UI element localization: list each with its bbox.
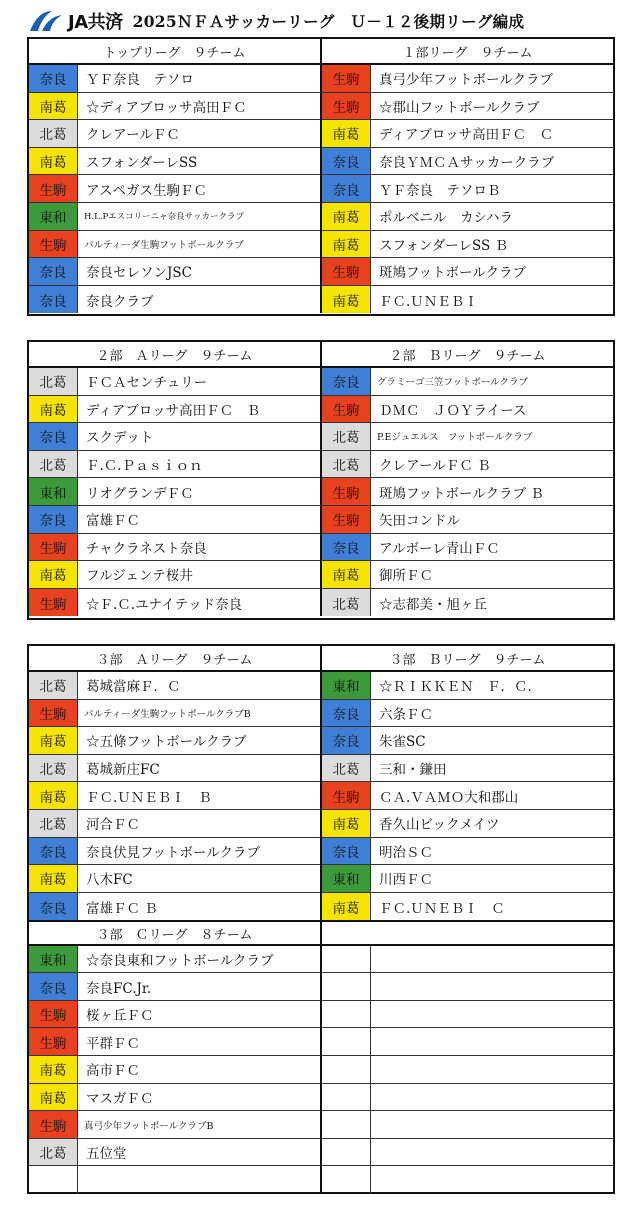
third-a-league-list [29, 672, 320, 920]
team-row [29, 258, 320, 286]
area-badge: 北葛 [322, 451, 371, 478]
team-row [29, 286, 320, 314]
team-row [29, 368, 320, 396]
area-badge: 奈良 [322, 175, 371, 202]
team-name: 奈良伏見フットボールクラブ [86, 844, 261, 861]
team-row [29, 1166, 320, 1194]
area-badge: 北葛 [29, 810, 78, 837]
team-name [78, 1166, 320, 1194]
area-badge: 生駒 [322, 396, 371, 423]
team-row [29, 175, 320, 203]
second-b-league-title: ２部 Ｂリーグ ９チーム [389, 348, 546, 364]
area-badge: 生駒 [29, 1001, 78, 1028]
team-row [29, 782, 320, 810]
third-b-league-list [322, 672, 613, 920]
area-badge: 奈良 [29, 423, 78, 450]
second-a-league-list [29, 368, 322, 616]
empty-badge-cell [322, 1001, 371, 1028]
team-name: アルボーレ青山ＦＣ [379, 540, 500, 557]
team-name: 五位堂 [86, 1146, 127, 1163]
team-row [29, 727, 320, 755]
team-row [29, 946, 320, 974]
area-badge: 北葛 [29, 368, 78, 395]
area-badge: 生駒 [29, 1111, 78, 1138]
team-name: 真弓少年フットボールクラブ [379, 72, 554, 89]
first-league-list [322, 65, 613, 313]
empty-row [322, 1139, 613, 1167]
empty-rows [322, 946, 613, 1194]
area-badge: 奈良 [29, 838, 78, 865]
second-b-league-list [322, 368, 613, 616]
team-row [322, 120, 613, 148]
team-row [322, 451, 613, 479]
area-badge: 北葛 [29, 755, 78, 782]
team-row [29, 148, 320, 176]
area-badge: 南葛 [29, 782, 78, 809]
team-row [29, 120, 320, 148]
team-name: 御所ＦＣ [379, 568, 433, 585]
team-row [322, 258, 613, 286]
area-badge: 南葛 [322, 203, 371, 230]
empty-team-cell [371, 973, 613, 1000]
area-badge: 生駒 [29, 534, 78, 561]
team-row [322, 782, 613, 810]
empty-team-cell [371, 1001, 613, 1028]
team-name: 奈良クラブ [86, 293, 154, 310]
empty-row [322, 1056, 613, 1084]
team-name: ☆五條フットボールクラブ [86, 734, 247, 751]
area-badge: 生駒 [322, 258, 371, 285]
team-name: ＹＦ奈良 テソロＢ [379, 182, 501, 199]
empty-team-cell [371, 1166, 613, 1194]
first-league-title: １部リーグ ９チーム [402, 45, 533, 61]
team-row [29, 700, 320, 728]
area-badge: 生駒 [322, 506, 371, 533]
team-name: パルティーダ生駒フットボールクラブB [84, 708, 251, 720]
team-name: 斑鳩フットボールクラブ [379, 265, 527, 282]
team-row [29, 973, 320, 1001]
team-row [29, 810, 320, 838]
empty-badge-cell [322, 946, 371, 973]
area-badge: 生駒 [29, 231, 78, 258]
team-name: スクデット [86, 430, 154, 447]
team-row [29, 755, 320, 783]
team-name: ＦＣ.ＵＮＥＢＩ [379, 293, 478, 310]
team-row [29, 65, 320, 93]
area-badge: 東和 [322, 865, 371, 892]
area-badge: 生駒 [322, 93, 371, 120]
team-name: ＣＡ.ＶＡＭＯ大和郡山 [379, 789, 519, 806]
team-name: パルティーダ生駒フットボールクラブ [84, 239, 244, 251]
area-badge: 奈良 [29, 893, 78, 921]
team-name: ☆志都美・旭ヶ丘 [379, 596, 487, 613]
team-name: ☆奈良東和フットボールクラブ [86, 952, 274, 969]
team-name: ＹＦ奈良 テソロ [86, 72, 194, 89]
team-name: ディアブロッサ高田ＦＣ Ｃ [379, 127, 554, 144]
area-badge: 奈良 [29, 65, 78, 92]
team-row [322, 286, 613, 314]
team-name: ☆郡山フットボールクラブ [379, 99, 540, 116]
area-badge: 北葛 [29, 1139, 78, 1166]
team-name: 八木FC [86, 872, 133, 889]
empty-team-cell [371, 1028, 613, 1055]
empty-team-cell [371, 1056, 613, 1083]
team-name: ＦＣＡセンチュリー [86, 375, 208, 392]
team-name: 桜ヶ丘ＦＣ [86, 1008, 154, 1025]
empty-badge-cell [322, 1166, 371, 1194]
team-row [322, 561, 613, 589]
team-row [322, 865, 613, 893]
empty-badge-cell [322, 1056, 371, 1083]
team-row [322, 534, 613, 562]
area-badge: 生駒 [29, 175, 78, 202]
team-name: ☆ディアブロッサ高田ＦＣ [86, 99, 247, 116]
empty-row [322, 1001, 613, 1029]
area-badge: 南葛 [322, 286, 371, 314]
area-badge: 南葛 [322, 810, 371, 837]
area-badge: 東和 [29, 946, 78, 973]
team-row [322, 700, 613, 728]
team-row [29, 1111, 320, 1139]
empty-row [322, 1028, 613, 1056]
team-name: 奈良セレソンJSC [86, 265, 192, 282]
team-row [29, 1001, 320, 1029]
team-row [29, 893, 320, 921]
empty-team-cell [371, 1084, 613, 1111]
area-badge: 南葛 [29, 561, 78, 588]
team-row [29, 1139, 320, 1167]
area-badge: 北葛 [29, 672, 78, 699]
logo-text: JA共済 [68, 12, 123, 33]
team-name: 奈良ＹＭＣＡサッカークラブ [379, 155, 555, 172]
area-badge: 生駒 [322, 782, 371, 809]
team-name: フルジェンテ桜井 [86, 568, 193, 585]
area-badge: 奈良 [29, 258, 78, 285]
section-header [29, 39, 613, 65]
team-row [322, 893, 613, 921]
area-badge: 北葛 [322, 423, 371, 450]
area-badge: 北葛 [29, 120, 78, 147]
area-badge: 奈良 [322, 700, 371, 727]
empty-team-cell [371, 1139, 613, 1166]
team-name: 葛城新庄FC [86, 762, 160, 779]
team-row [322, 148, 613, 176]
area-badge: 南葛 [322, 231, 371, 258]
top-league-list [29, 65, 322, 313]
team-name: クレアールＦＣ [86, 127, 180, 144]
team-row [322, 368, 613, 396]
area-badge: 南葛 [29, 396, 78, 423]
team-name: スフォンダーレSS [86, 155, 198, 172]
area-badge: 奈良 [29, 286, 78, 314]
team-name: 三和・鎌田 [379, 762, 447, 779]
third-right-column [322, 672, 613, 1194]
section-top-and-1st-league [27, 37, 615, 316]
area-badge: 奈良 [322, 534, 371, 561]
area-badge: 南葛 [29, 1084, 78, 1111]
area-badge: 生駒 [29, 589, 78, 617]
section-header [29, 342, 613, 368]
third-a-league-title: ３部 Ａリーグ ９チーム [29, 646, 322, 670]
section-3rd-league [27, 644, 615, 1194]
area-badge: 生駒 [29, 700, 78, 727]
team-name: 川西ＦＣ [379, 872, 433, 889]
team-name: 奈良FC.Jr. [86, 980, 152, 997]
team-row [29, 478, 320, 506]
team-row [322, 506, 613, 534]
empty-badge-cell [322, 1084, 371, 1111]
team-name: アスペガス生駒ＦＣ [86, 182, 207, 199]
area-badge: 南葛 [322, 893, 371, 921]
team-row [29, 589, 320, 617]
team-name: P.Eジュエルス フットボールクラブ [377, 432, 533, 444]
empty-badge-cell [322, 1111, 371, 1138]
area-badge: 奈良 [322, 838, 371, 865]
team-name: 富雄ＦＣ [86, 513, 140, 530]
team-name: 平群ＦＣ [86, 1035, 140, 1052]
empty-row [322, 946, 613, 974]
team-row [322, 65, 613, 93]
area-badge [29, 1166, 78, 1194]
area-badge: 南葛 [29, 865, 78, 892]
area-badge: 南葛 [322, 120, 371, 147]
area-badge: 奈良 [322, 368, 371, 395]
team-name: ＤＭＣ ＪＯＹライース [379, 402, 527, 419]
header [28, 6, 618, 36]
team-row [29, 506, 320, 534]
third-c-league-list [29, 946, 320, 1194]
area-badge: 奈良 [322, 148, 371, 175]
empty-badge-cell [322, 1028, 371, 1055]
team-row [322, 755, 613, 783]
empty-row [322, 1111, 613, 1139]
team-name: 河合ＦＣ [86, 817, 140, 834]
team-name: 朱雀SC [379, 734, 426, 751]
team-row [29, 451, 320, 479]
team-name: ディアブロッサ高田ＦＣ Ｂ [86, 402, 261, 419]
team-row [29, 1056, 320, 1084]
team-name: 明治ＳＣ [379, 844, 433, 861]
area-badge: 東和 [29, 203, 78, 230]
area-badge: 東和 [322, 672, 371, 699]
team-name: ＦＣ.ＵＮＥＢＩ Ｂ [86, 789, 212, 806]
team-row [322, 478, 613, 506]
team-row [322, 423, 613, 451]
area-badge: 北葛 [29, 451, 78, 478]
team-name: H.L.Pエスコリーニャ奈良サッカークラブ [84, 212, 245, 223]
empty-team-cell [371, 946, 613, 973]
team-name: マスガＦＣ [86, 1090, 154, 1107]
team-name: クレアールＦＣ Ｂ [379, 458, 491, 475]
empty-badge-cell [322, 973, 371, 1000]
team-name: 高市ＦＣ [86, 1063, 140, 1080]
area-badge: 奈良 [29, 506, 78, 533]
team-row [29, 865, 320, 893]
empty-row [322, 973, 613, 1001]
team-name: スフォンダーレSS Ｂ [379, 237, 509, 254]
area-badge: 生駒 [322, 65, 371, 92]
area-badge: 生駒 [29, 1028, 78, 1055]
area-badge: 南葛 [29, 148, 78, 175]
team-row [322, 589, 613, 617]
empty-row [322, 1084, 613, 1112]
team-name: ☆Ｆ.Ｃ.ユナイテッド奈良 [86, 596, 243, 613]
team-row [29, 231, 320, 259]
third-b-league-title: ３部 Ｂリーグ ９チーム [389, 652, 546, 668]
ja-logo-icon [28, 9, 66, 33]
team-name: リオグランデＦＣ [86, 485, 194, 502]
third-c-league-title: ３部 Ｃリーグ ８チーム [29, 920, 320, 945]
section-header [29, 646, 613, 672]
team-row [29, 672, 320, 700]
area-badge: 東和 [29, 478, 78, 505]
team-row [29, 93, 320, 121]
team-row [322, 672, 613, 700]
area-badge: 南葛 [29, 727, 78, 754]
team-row [29, 203, 320, 231]
team-name: 葛城當麻Ｆ．Ｃ [86, 679, 181, 696]
empty-team-cell [371, 1111, 613, 1138]
team-name: 真弓少年フットボールクラブB [84, 1120, 214, 1132]
area-badge: 北葛 [322, 755, 371, 782]
team-name: 富雄ＦＣ Ｂ [86, 900, 158, 917]
team-name: ＦＣ.ＵＮＥＢＩ Ｃ [379, 900, 505, 917]
team-name: Ｆ.Ｃ.Ｐａｓｉｏｎ [86, 458, 203, 475]
team-name: 矢田コンドル [379, 513, 460, 530]
team-name: 斑鳩フットボールクラブ Ｂ [379, 485, 544, 502]
empty-badge-cell [322, 1139, 371, 1166]
area-badge: 奈良 [29, 973, 78, 1000]
team-name: 六条ＦＣ [379, 706, 433, 723]
top-league-title: トップリーグ ９チーム [29, 39, 322, 63]
team-row [322, 727, 613, 755]
area-badge: 南葛 [322, 561, 371, 588]
area-badge: 南葛 [29, 93, 78, 120]
area-badge: 生駒 [322, 478, 371, 505]
area-badge: 南葛 [29, 1056, 78, 1083]
section-2nd-league [27, 340, 615, 620]
team-row [29, 534, 320, 562]
team-row [29, 838, 320, 866]
team-row [29, 423, 320, 451]
empty-row [322, 1166, 613, 1194]
team-row [322, 93, 613, 121]
second-a-league-title: ２部 Ａリーグ ９チーム [29, 342, 322, 366]
team-row [29, 1084, 320, 1112]
ja-kyosai-logo [28, 8, 123, 34]
team-row [322, 810, 613, 838]
team-name: チャクラネスト奈良 [86, 540, 207, 557]
team-name: ポルベニル カシハラ [379, 210, 514, 227]
team-row [322, 396, 613, 424]
page-title: 2025ＮＦＡサッカーリーグ Ｕ－１２後期リーグ編成 [132, 12, 525, 31]
team-name: グラミーゴ三笠フットボールクラブ [377, 377, 528, 389]
area-badge: 北葛 [322, 589, 371, 617]
team-row [322, 203, 613, 231]
team-row [322, 231, 613, 259]
team-row [322, 838, 613, 866]
area-badge: 奈良 [322, 727, 371, 754]
empty-header-cell [322, 920, 613, 945]
team-name: 香久山ビックメイツ [379, 817, 500, 834]
team-row [29, 396, 320, 424]
third-left-column [29, 672, 322, 1194]
team-row [322, 175, 613, 203]
team-name: ☆ＲＩＫＫＥＮ Ｆ．Ｃ． [379, 679, 541, 696]
team-row [29, 1028, 320, 1056]
team-row [29, 561, 320, 589]
